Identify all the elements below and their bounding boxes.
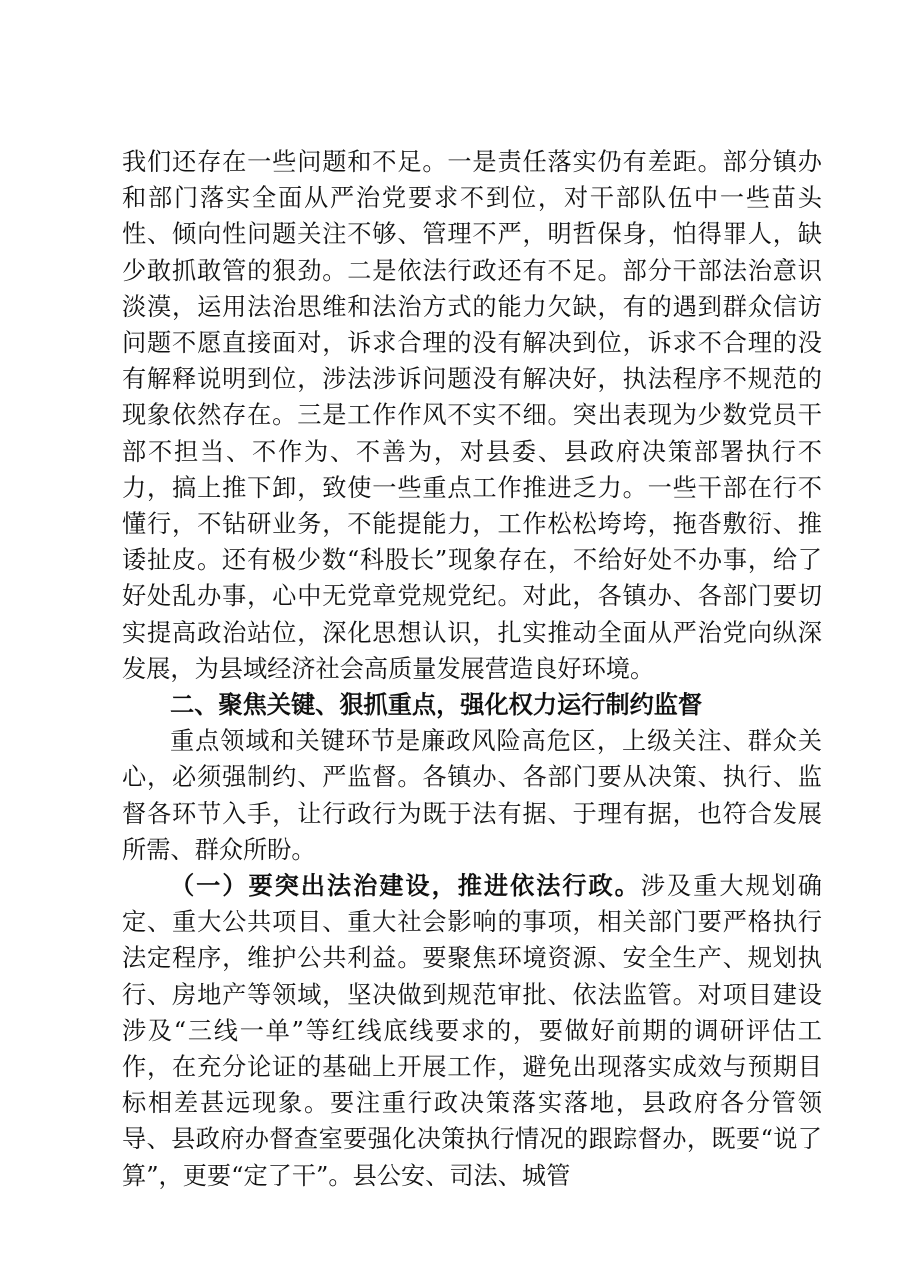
subsection-lead: （一）要突出法治建设，推进依法行政。 (170, 871, 641, 901)
body-paragraph-continued: 我们还存在一些问题和不足。一是责任落实仍有差距。部分镇办和部门落实全面从严治党要求不到位，对干部队伍中一些苗头性、倾向性问题关注不够、管理不严，明哲保身，怕得罪人，缺少敢抓敢管的狠劲。二是依法行政还有不足。部分干部法治意识淡漠，运用法治思维和法治方式的能力欠缺，有的遇到群众信访问题不愿直接面对，诉求合理的没有解决到位，诉求不合理的没有解释说明到位，涉法涉诉问题没有解决好，执法程序不规范的现象依然存在。三是工作作风不实不细。突出表现为少数党员干部不担当、不作为、不善为，对县委、县政府决策部署执行不力，搞上推下卸，致使一些重点工作推进乏力。一些干部在行不懂行，不钻研业务，不能提能力，工作松松垮垮，拖沓敷衍、推诿扯皮。还有极少数“科股长”现象存在，不给好处不办事，给了好处乱办事，心中无党章党规党纪。对此，各镇办、各部门要切实提高政治站位，深化思想认识，扎实推动全面从严治党向纵深发展，为县域经济社会高质量发展营造良好环境。 (122, 148, 822, 683)
document-body (122, 144, 822, 1194)
section-heading: 二、聚焦关键、狠抓重点，强化权力运行制约监督 (170, 691, 703, 720)
body-paragraph: 重点领域和关键环节是廉政风险高危区，上级关注、群众关心，必须强制约、严监督。各镇办、各部门要从决策、执行、监督各环节入手，让行政行为既于法有据、于理有据，也符合发展所需、群众所盼。 (122, 727, 822, 864)
body-paragraph-with-lead (122, 868, 822, 1194)
subsection-text: 涉及重大规划确定、重大公共项目、重大社会影响的事项，相关部门要严格执行法定程序，维护公共利益。要聚焦环境资源、安全生产、规划执行、房地产等领域，坚决做到规范审批、依法监管。对项目建设涉及“三线一单”等红线底线要求的，要做好前期的调研评估工作，在充分论证的基础上开展工作，避免出现落实成效与预期目标相差甚远现象。要注重行政决策落实落地，县政府各分管领导、县政府办督查室要强化决策执行情况的跟踪督办，既要“说了算”，更要“定了干”。县公安、司法、城管 (122, 872, 822, 1190)
